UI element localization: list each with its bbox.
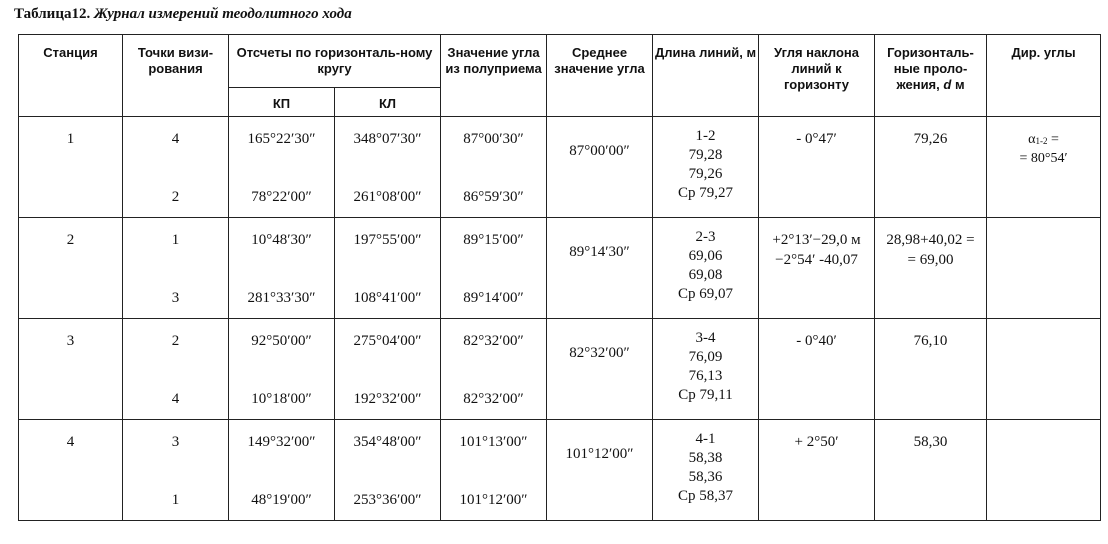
kp-reading-value: 92°50′00″ (251, 333, 312, 349)
sighting-point-cell (123, 218, 229, 319)
dir-angle-cell (987, 420, 1101, 521)
line-length-line: Ср 58,37 (678, 488, 734, 504)
station-cell (19, 218, 123, 319)
sighting-point-cell (123, 420, 229, 521)
dir-angle-equals: = (1047, 132, 1059, 147)
caption-title: Журнал измерений теодолитного хода (93, 6, 352, 22)
incline-angle-line: +2°13′−29,0 м (772, 232, 861, 248)
line-length-line: Ср 69,07 (678, 286, 734, 302)
kp-reading-value: 78°22′00″ (251, 189, 312, 205)
mean-angle-cell (547, 420, 653, 521)
horizontal-distance-line: 28,98+40,02 = (886, 232, 975, 248)
caption-number: Таблица12. (14, 6, 91, 22)
station-number: 2 (66, 232, 75, 248)
line-length-line: 58,38 (688, 450, 723, 466)
kp-reading-value: 149°32′00″ (247, 434, 316, 450)
line-length-line: 76,09 (688, 349, 723, 365)
incline-angle-line: −2°54′ -40,07 (775, 252, 858, 268)
line-length-line: 79,28 (688, 147, 723, 163)
mean-angle-cell (547, 218, 653, 319)
kl-reading-value: 253°36′00″ (353, 492, 422, 508)
line-length-line: 79,26 (688, 166, 723, 182)
incline-angle-cell (759, 218, 875, 319)
half-angle-value: 87°00′30″ (463, 131, 524, 147)
horizontal-distance-cell (875, 218, 987, 319)
dir-angle-subscript: 1-2 (1035, 136, 1048, 146)
incline-angle-line: - 0°40′ (796, 333, 837, 349)
horizontal-distance-line: 79,26 (913, 131, 948, 147)
half-angle-value: 101°12′00″ (459, 492, 528, 508)
table-row (19, 420, 1101, 521)
line-length-cell (653, 420, 759, 521)
horizontal-distance-line: 58,30 (913, 434, 948, 450)
kl-reading-value: 192°32′00″ (353, 391, 422, 407)
line-length-cell (653, 117, 759, 218)
kp-reading-cell (229, 319, 335, 420)
kp-reading-value: 48°19′00″ (251, 492, 312, 508)
dir-angle-value: = 80°54′ (1019, 151, 1068, 166)
sighting-point-value: 4 (171, 391, 180, 407)
line-length-line: 4-1 (695, 431, 716, 447)
horizontal-distance-line: 76,10 (913, 333, 948, 349)
theodolite-log-table (18, 34, 1101, 521)
dir-angle-alpha: α (1028, 132, 1036, 147)
kp-reading-cell (229, 420, 335, 521)
sighting-point-value: 1 (171, 492, 180, 508)
sighting-point-cell (123, 319, 229, 420)
table-caption (14, 6, 352, 23)
kp-reading-value: 165°22′30″ (247, 131, 316, 147)
dir-angle-cell (987, 218, 1101, 319)
kl-reading-cell (335, 420, 441, 521)
station-cell (19, 420, 123, 521)
horizontal-distance-cell (875, 319, 987, 420)
header-points: Точки визи-рования (123, 35, 229, 117)
mean-angle-cell (547, 319, 653, 420)
mean-angle-value: 87°00′00″ (569, 143, 630, 159)
kl-reading-cell (335, 218, 441, 319)
horizontal-distance-cell (875, 117, 987, 218)
sighting-point-value: 2 (171, 189, 180, 205)
horizontal-distance-cell (875, 420, 987, 521)
line-length-line: 76,13 (688, 368, 723, 384)
half-angle-cell (441, 117, 547, 218)
kl-reading-value: 348°07′30″ (353, 131, 422, 147)
half-angle-cell (441, 218, 547, 319)
sighting-point-value: 3 (171, 290, 180, 306)
kl-reading-value: 197°55′00″ (353, 232, 422, 248)
sighting-point-value: 3 (171, 434, 180, 450)
incline-angle-cell (759, 319, 875, 420)
line-length-line: 69,06 (688, 248, 723, 264)
line-length-line: 2-3 (695, 229, 716, 245)
station-number: 3 (66, 333, 75, 349)
kp-reading-value: 10°48′30″ (251, 232, 312, 248)
header-readings: Отсчеты по горизонталь-ному кругу (229, 35, 441, 88)
incline-angle-line: + 2°50′ (794, 434, 839, 450)
half-angle-value: 82°32′00″ (463, 333, 524, 349)
dir-angle-cell (987, 117, 1101, 218)
line-length-line: 3-4 (695, 330, 716, 346)
kp-reading-value: 281°33′30″ (247, 290, 316, 306)
line-length-line: 1-2 (695, 128, 716, 144)
dir-angle-label (987, 131, 1100, 150)
kl-reading-value: 108°41′00″ (353, 290, 422, 306)
mean-angle-value: 101°12′00″ (565, 446, 634, 462)
table-row (19, 117, 1101, 218)
header-length: Длина линий, м (653, 35, 759, 117)
kl-reading-cell (335, 117, 441, 218)
table-row (19, 218, 1101, 319)
mean-angle-value: 89°14′30″ (569, 244, 630, 260)
station-number: 1 (66, 131, 75, 147)
station-cell (19, 117, 123, 218)
kp-reading-value: 10°18′00″ (251, 391, 312, 407)
mean-angle-value: 82°32′00″ (569, 345, 630, 361)
line-length-cell (653, 319, 759, 420)
station-cell (19, 319, 123, 420)
header-kl: КЛ (335, 88, 441, 117)
header-horizontal (875, 35, 987, 117)
half-angle-value: 101°13′00″ (459, 434, 528, 450)
header-horizontal-text: Горизонталь-ные проло-жения, (887, 45, 974, 92)
horizontal-distance-line: = 69,00 (907, 252, 954, 268)
kl-reading-value: 261°08′00″ (353, 189, 422, 205)
mean-angle-cell (547, 117, 653, 218)
kp-reading-cell (229, 117, 335, 218)
sighting-point-value: 2 (171, 333, 180, 349)
kl-reading-cell (335, 319, 441, 420)
kl-reading-value: 275°04′00″ (353, 333, 422, 349)
station-number: 4 (66, 434, 75, 450)
half-angle-value: 89°14′00″ (463, 290, 524, 306)
kl-reading-value: 354°48′00″ (353, 434, 422, 450)
line-length-line: Ср 79,11 (678, 387, 733, 403)
half-angle-cell (441, 420, 547, 521)
header-dir-angles: Дир. углы (987, 35, 1101, 117)
header-horizontal-m: м (954, 77, 965, 92)
half-angle-cell (441, 319, 547, 420)
header-kp: КП (229, 88, 335, 117)
sighting-point-value: 1 (171, 232, 180, 248)
kp-reading-cell (229, 218, 335, 319)
header-horizontal-d: d (943, 77, 952, 92)
incline-angle-cell (759, 420, 875, 521)
line-length-line: 69,08 (688, 267, 723, 283)
header-half-angle: Значение угла из полуприема (441, 35, 547, 117)
line-length-line: 58,36 (688, 469, 723, 485)
sighting-point-value: 4 (171, 131, 180, 147)
header-station: Станция (19, 35, 123, 117)
table-row (19, 319, 1101, 420)
line-length-line: Ср 79,27 (678, 185, 734, 201)
header-mean-angle: Среднее значение угла (547, 35, 653, 117)
header-incline: Угля наклона линий к горизонту (759, 35, 875, 117)
half-angle-value: 82°32′00″ (463, 391, 524, 407)
half-angle-value: 89°15′00″ (463, 232, 524, 248)
dir-angle-cell (987, 319, 1101, 420)
incline-angle-cell (759, 117, 875, 218)
incline-angle-line: - 0°47′ (796, 131, 837, 147)
sighting-point-cell (123, 117, 229, 218)
line-length-cell (653, 218, 759, 319)
half-angle-value: 86°59′30″ (463, 189, 524, 205)
